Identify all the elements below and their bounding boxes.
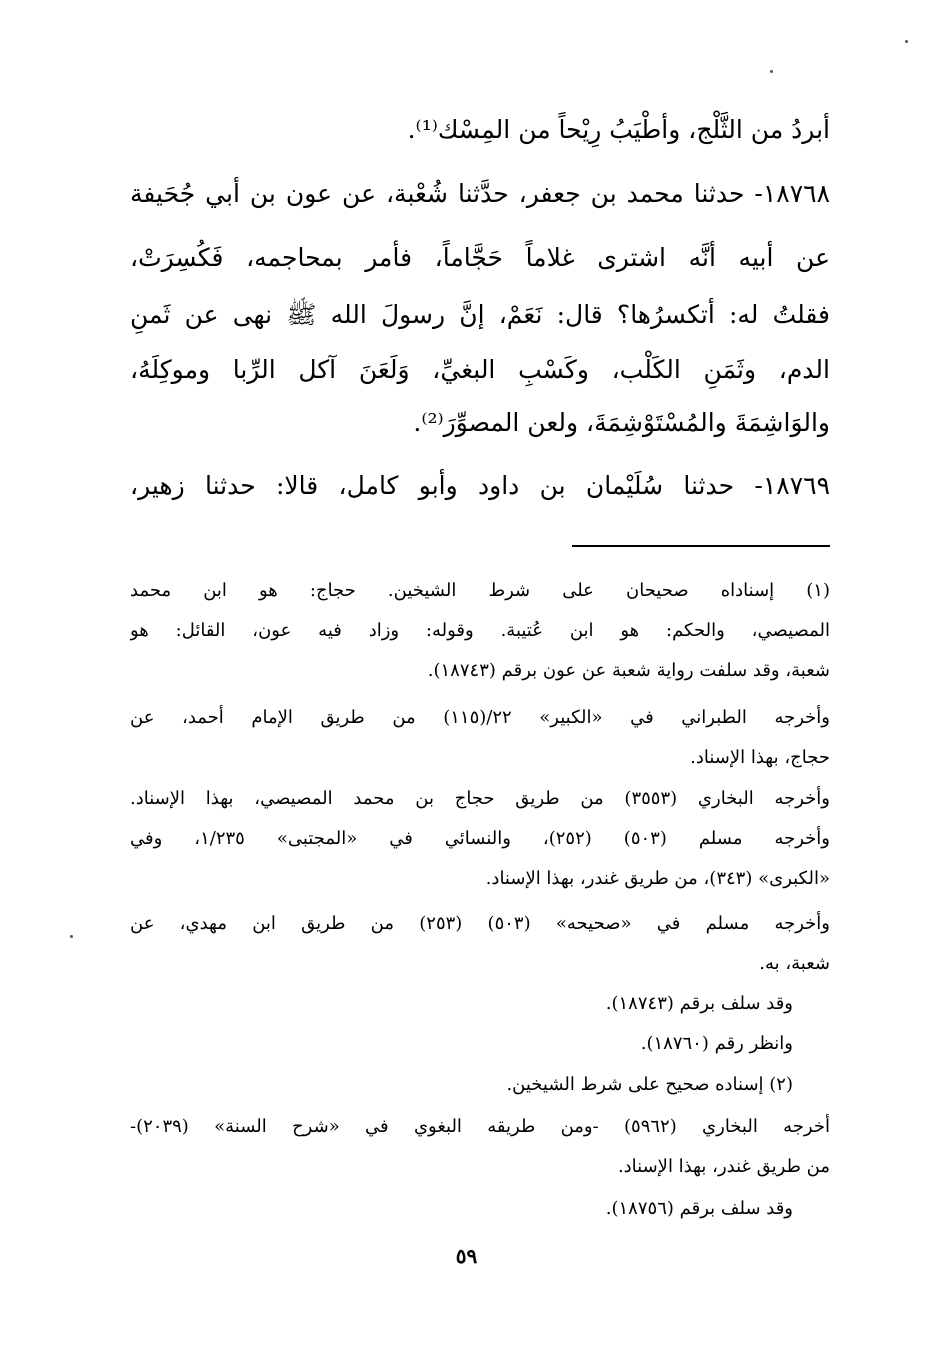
footnote-line: وأخرجه البخاري (٣٥٥٣) من طريق حجاج بن محمد المصيصي، بهذا الإسناد. bbox=[130, 788, 830, 809]
main-text-line: فقلتُ له: أتكسرُها؟ قال: نَعَمْ، إنَّ رسولَ الله ﷺ نهى عن ثَمنِ bbox=[130, 300, 830, 329]
main-text-line: الدم، وثَمَنِ الكَلْب، وكَسْبِ البغيِّ، وَلَعَنَ آكل الرِّبا وموكِلَهُ، bbox=[130, 355, 830, 384]
main-text-line: عن أبيه أنَّه اشترى غلاماً حَجَّاماً، فأمر بمحاجمه، فَكُسِرَتْ، bbox=[130, 243, 830, 272]
footnote-line: من طريق غندر، بهذا الإسناد. bbox=[617, 1156, 830, 1177]
footnote-line: حجاج، بهذا الإسناد. bbox=[690, 747, 830, 768]
main-text-line: ١٨٧٦٩- حدثنا سُلَيْمان بن داود وأبو كامل، قالا: حدثنا زهير، bbox=[130, 471, 830, 500]
footnote-line: شعبة، وقد سلفت رواية شعبة عن عون برقم (١٨٧٤٣). bbox=[427, 660, 830, 681]
footnote-line: (٢) إسناده صحيح على شرط الشيخين. bbox=[506, 1074, 793, 1095]
main-text-line: أبردُ من الثَّلْج، وأطْيَبُ رِيْحاً من المِسْك⁽¹⁾. bbox=[407, 115, 830, 144]
footnote-line: شعبة، به. bbox=[759, 953, 830, 974]
page-number: ٥٩ bbox=[455, 1244, 478, 1268]
footnote-line: وقد سلف برقم (١٨٧٥٦). bbox=[605, 1198, 793, 1219]
scan-speck bbox=[905, 40, 908, 43]
footnote-line: وأخرجه مسلم في «صحيحه» (٥٠٣) (٢٥٣) من طريق ابن مهدي، عن bbox=[130, 913, 830, 934]
footnote-line: «الكبرى» (٣٤٣)، من طريق غندر، بهذا الإسناد. bbox=[485, 868, 830, 889]
footnote-line: وانظر رقم (١٨٧٦٠). bbox=[640, 1033, 793, 1054]
footnote-line: (١) إسناداه صحيحان على شرط الشيخين. حجاج: هو ابن محمد bbox=[130, 580, 830, 601]
scan-speck bbox=[770, 70, 773, 73]
footnote-line: وأخرجه مسلم (٥٠٣) (٢٥٢)، والنسائي في «المجتبى» ١/٢٣٥، وفي bbox=[130, 828, 830, 849]
footnote-line: المصيصي، والحكم: هو ابن عُتيبة. وقوله: وزاد فيه عون، القائل: هو bbox=[130, 620, 830, 641]
footnote-line: وقد سلف برقم (١٨٧٤٣). bbox=[605, 993, 793, 1014]
main-text-line: ١٨٧٦٨- حدثنا محمد بن جعفر، حدَّثنا شُعْبة، عن عون بن أبي جُحَيفة bbox=[130, 179, 830, 208]
footnote-line: وأخرجه الطبراني في «الكبير» ٢٢/(١١٥) من طريق الإمام أحمد، عن bbox=[130, 707, 830, 728]
footnote-line: أخرجه البخاري (٥٩٦٢) -ومن طريقه البغوي في «شرح السنة» (٢٠٣٩)- bbox=[130, 1116, 830, 1137]
footnote-separator bbox=[572, 545, 830, 547]
scan-speck bbox=[70, 935, 73, 938]
main-text-line: والوَاشِمَةَ والمُسْتَوْشِمَةَ، ولعن المصوِّرَ⁽²⁾. bbox=[413, 408, 830, 437]
